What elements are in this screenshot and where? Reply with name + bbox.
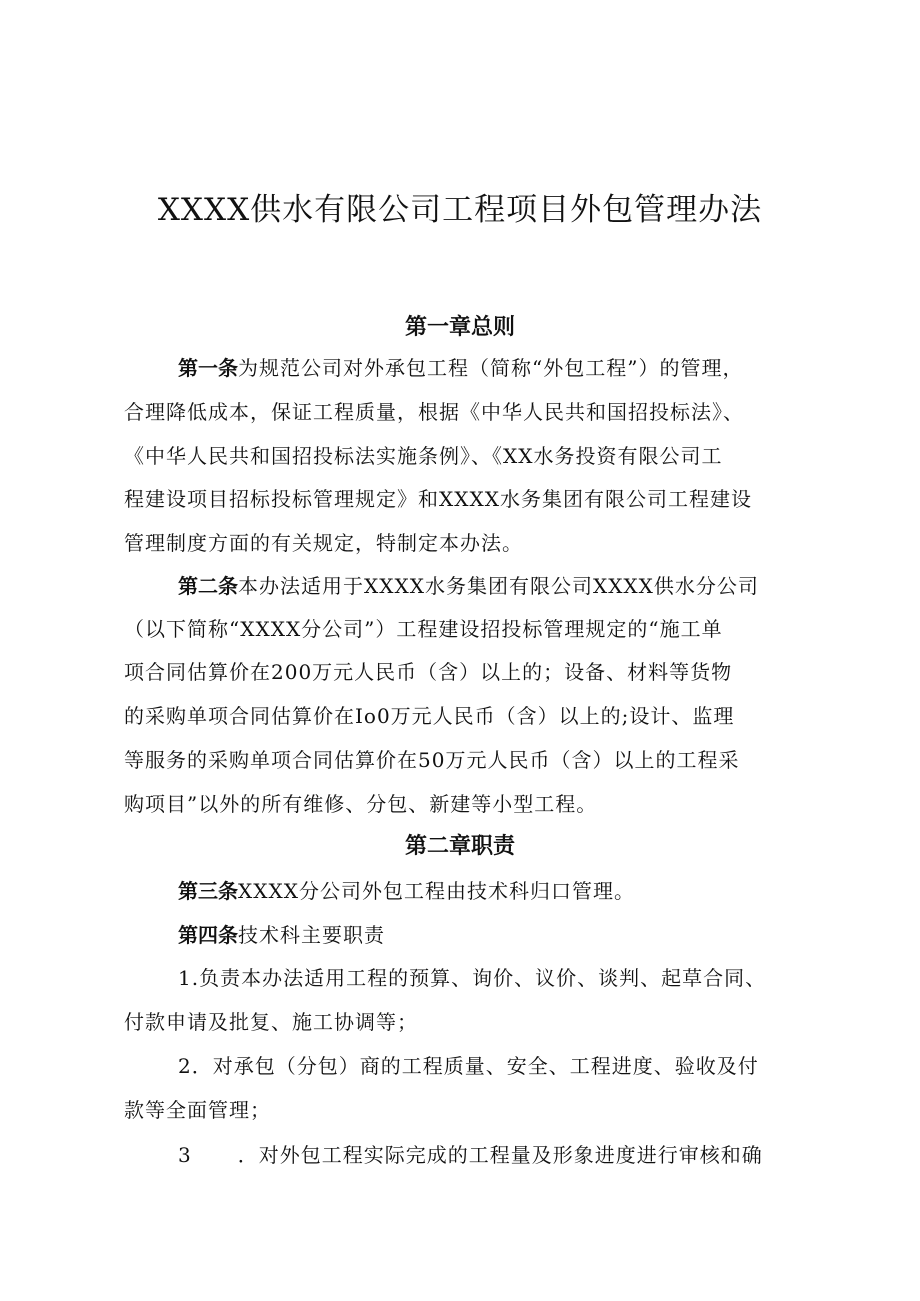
- article-1-line-2: 合理降低成本，保证工程质量，根据《中华人民共和国招投标法》、: [124, 400, 744, 424]
- item-3-line-1: [178, 1139, 763, 1168]
- article-2-label: 第二条: [178, 574, 238, 598]
- item-3-number: 3: [178, 1143, 192, 1167]
- item-1-line-1: 1.负责本办法适用工程的预算、询价、议价、谈判、起草合同、: [178, 966, 767, 990]
- article-2-line-1: [178, 570, 759, 599]
- article-2-text-1: 本办法适用于XXXX水务集团有限公司XXXX供水分公司: [238, 574, 759, 598]
- article-1-line-4: 程建设项目招标投标管理规定》和XXXX水务集团有限公司工程建设: [124, 487, 752, 511]
- item-1-line-2: 付款申请及批复、施工协调等；: [124, 1010, 418, 1034]
- item-2-line-2: 款等全面管理；: [124, 1098, 271, 1122]
- article-2-line-2: （以下简称“XXXX分公司”）工程建设招投标管理规定的“施工单: [124, 617, 723, 641]
- article-4-line: [178, 919, 385, 948]
- item-3-text: ．对外包工程实际完成的工程量及形象进度进行审核和确: [237, 1143, 763, 1167]
- item-2-line-1: 2．对承包（分包）商的工程质量、安全、工程进度、验收及付: [178, 1054, 759, 1078]
- chapter-1-heading: 第一章总则: [404, 315, 515, 340]
- article-4-label: 第四条: [178, 923, 238, 947]
- article-2-line-4: 的采购单项合同估算价在Io0万元人民币（含）以上的;设计、监理: [124, 704, 735, 728]
- article-1-line-5: 管理制度方面的有关规定，特制定本办法。: [124, 531, 523, 555]
- document-title: XXXX供水有限公司工程项目外包管理办法: [157, 192, 763, 228]
- article-3-label: 第三条: [178, 879, 238, 903]
- article-1-line-1: [178, 352, 743, 381]
- article-2-line-3: 项合同估算价在200万元人民币（含）以上的；设备、材料等货物: [124, 660, 733, 684]
- article-1-line-3: 《中华人民共和国招投标法实施条例》、《XX水务投资有限公司工: [124, 444, 723, 468]
- article-4-text: 技术科主要职责: [238, 923, 385, 947]
- article-2-line-6: 购项目”以外的所有维修、分包、新建等小型工程。: [124, 792, 598, 816]
- article-3-line: [178, 875, 635, 904]
- article-1-label: 第一条: [178, 356, 238, 380]
- article-1-text-1: 为规范公司对外承包工程（简称“外包工程”）的管理，: [238, 356, 744, 380]
- article-3-text: XXXX分公司外包工程由技术科归口管理。: [238, 879, 635, 903]
- article-2-line-5: 等服务的采购单项合同估算价在50万元人民币（含）以上的工程采: [124, 748, 740, 772]
- chapter-2-heading: 第二章职责: [404, 834, 515, 859]
